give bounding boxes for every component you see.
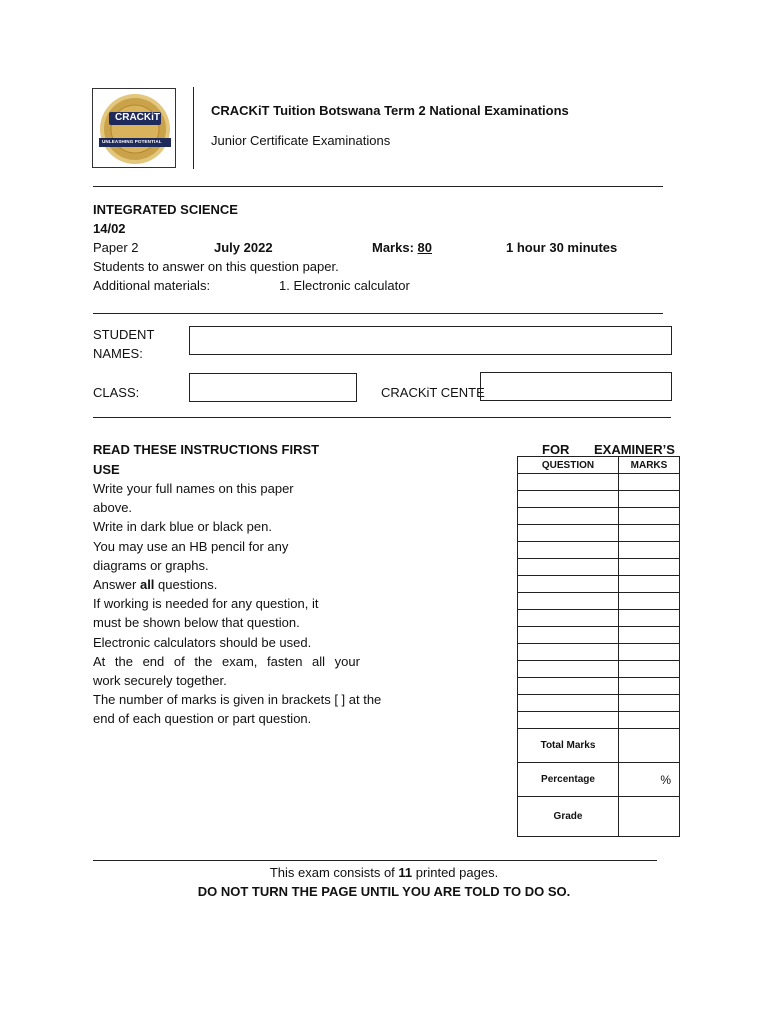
percentage-label: Percentage bbox=[518, 763, 619, 797]
table-row bbox=[518, 661, 680, 678]
instruction-line: The number of marks is given in brackets [ ] at the bbox=[93, 692, 382, 708]
divider-footer bbox=[93, 860, 657, 861]
question-cell[interactable] bbox=[518, 508, 619, 525]
paper-duration: 1 hour 30 minutes bbox=[506, 240, 618, 255]
marks-cell[interactable] bbox=[619, 695, 680, 712]
total-marks-cell[interactable] bbox=[619, 729, 680, 763]
question-cell[interactable] bbox=[518, 525, 619, 542]
divider-3 bbox=[93, 417, 671, 418]
do-not-turn-warning: DO NOT TURN THE PAGE UNTIL YOU ARE TOLD TO DO SO. bbox=[197, 884, 571, 899]
centre-field[interactable] bbox=[480, 372, 672, 401]
student-names-field[interactable] bbox=[189, 326, 672, 355]
question-cell[interactable] bbox=[518, 661, 619, 678]
percentage-row bbox=[518, 763, 680, 797]
question-cell[interactable] bbox=[518, 695, 619, 712]
header-divider bbox=[193, 87, 194, 169]
table-header-row bbox=[518, 457, 680, 474]
centre-label: CRACKiT CENTE bbox=[381, 385, 485, 400]
instructions-heading: READ THESE INSTRUCTIONS FIRST bbox=[93, 442, 320, 457]
logo-tagline: UNLEASHING POTENTIAL bbox=[102, 139, 162, 144]
table-row bbox=[518, 712, 680, 729]
col-question-header: QUESTION bbox=[518, 457, 619, 474]
marks-cell[interactable] bbox=[619, 559, 680, 576]
divider-1 bbox=[93, 186, 663, 187]
exam-title: CRACKiT Tuition Botswana Term 2 National Examinations bbox=[211, 103, 569, 118]
instruction-line bbox=[93, 575, 413, 594]
question-cell[interactable] bbox=[518, 610, 619, 627]
instruction-line: diagrams or graphs. bbox=[93, 557, 209, 573]
subject-name: INTEGRATED SCIENCE bbox=[93, 202, 238, 217]
question-cell[interactable] bbox=[518, 644, 619, 661]
additional-materials-value: 1. Electronic calculator bbox=[279, 278, 410, 293]
divider-2 bbox=[93, 313, 663, 314]
instruction-line: Electronic calculators should be used. bbox=[93, 634, 312, 650]
table-row bbox=[518, 576, 680, 593]
question-cell[interactable] bbox=[518, 712, 619, 729]
marks-cell[interactable] bbox=[619, 678, 680, 695]
table-row bbox=[518, 695, 680, 712]
grade-cell[interactable] bbox=[619, 797, 680, 837]
table-row bbox=[518, 508, 680, 525]
marks-cell[interactable] bbox=[619, 508, 680, 525]
marks-cell[interactable] bbox=[619, 542, 680, 559]
student-names-label-1: STUDENT bbox=[93, 327, 155, 342]
instructions-heading-cont: USE bbox=[93, 462, 120, 477]
paper-code: 14/02 bbox=[93, 221, 126, 236]
question-cell[interactable] bbox=[518, 576, 619, 593]
page-count-post: printed pages. bbox=[412, 865, 499, 880]
table-row bbox=[518, 491, 680, 508]
instructions-list bbox=[93, 479, 413, 729]
page-count-number: 11 bbox=[398, 865, 413, 880]
page-count-note bbox=[0, 865, 768, 880]
table-row bbox=[518, 525, 680, 542]
total-marks-label: Total Marks bbox=[518, 729, 619, 763]
instruction-line: If working is needed for any question, it bbox=[93, 596, 319, 612]
answer-all: all bbox=[139, 577, 155, 593]
marks-cell[interactable] bbox=[619, 712, 680, 729]
logo-brand-text: CRACKiT bbox=[115, 112, 160, 123]
question-cell[interactable] bbox=[518, 474, 619, 491]
marks-cell[interactable] bbox=[619, 576, 680, 593]
marks-cell[interactable] bbox=[619, 661, 680, 678]
additional-materials-label: Additional materials: bbox=[93, 278, 211, 293]
student-names-label-2: NAMES: bbox=[93, 346, 143, 361]
table-row bbox=[518, 610, 680, 627]
class-label: CLASS: bbox=[93, 385, 140, 400]
page-count-pre: This exam consists of bbox=[269, 865, 399, 880]
marks-cell[interactable] bbox=[619, 627, 680, 644]
col-marks-header: MARKS bbox=[619, 457, 680, 474]
marks-cell[interactable] bbox=[619, 610, 680, 627]
instruction-line: At the end of the exam, fasten all your bbox=[93, 653, 360, 669]
examiner-for-label: FOR bbox=[542, 442, 570, 457]
instruction-line: work securely together. bbox=[93, 673, 227, 689]
table-row bbox=[518, 474, 680, 491]
answer-pre: Answer bbox=[93, 577, 140, 593]
marks-cell[interactable] bbox=[619, 644, 680, 661]
question-cell[interactable] bbox=[518, 627, 619, 644]
logo-frame bbox=[92, 88, 176, 168]
instruction-line: Write in dark blue or black pen. bbox=[93, 519, 272, 535]
instruction-line: above. bbox=[93, 500, 133, 516]
question-cell[interactable] bbox=[518, 559, 619, 576]
table-row bbox=[518, 559, 680, 576]
table-row bbox=[518, 627, 680, 644]
table-row bbox=[518, 644, 680, 661]
grade-label: Grade bbox=[518, 797, 619, 837]
instruction-line: must be shown below that question. bbox=[93, 615, 300, 631]
exam-subtitle: Junior Certificate Examinations bbox=[211, 133, 391, 148]
marks-value: 80 bbox=[417, 240, 432, 255]
percentage-cell[interactable]: % bbox=[619, 763, 680, 797]
marks-cell[interactable] bbox=[619, 525, 680, 542]
table-row bbox=[518, 678, 680, 695]
examiner-marks-table bbox=[517, 456, 680, 837]
crackit-logo-icon bbox=[97, 92, 173, 166]
class-field[interactable] bbox=[189, 373, 357, 402]
marks-label: Marks: bbox=[372, 240, 418, 255]
instruction-line: You may use an HB pencil for any bbox=[93, 538, 289, 554]
grade-row bbox=[518, 797, 680, 837]
marks-info bbox=[372, 240, 432, 255]
examiner-label: EXAMINER’S bbox=[594, 442, 675, 457]
paper-date: July 2022 bbox=[214, 240, 273, 255]
answer-note: Students to answer on this question paper. bbox=[93, 259, 339, 274]
question-cell[interactable] bbox=[518, 593, 619, 610]
answer-post: questions. bbox=[154, 577, 218, 593]
paper-label: Paper 2 bbox=[93, 240, 139, 255]
total-marks-row bbox=[518, 729, 680, 763]
question-cell[interactable] bbox=[518, 542, 619, 559]
marks-cell[interactable] bbox=[619, 474, 680, 491]
table-row bbox=[518, 542, 680, 559]
question-cell[interactable] bbox=[518, 491, 619, 508]
instruction-line: Write your full names on this paper bbox=[93, 481, 294, 496]
instruction-line: end of each question or part question. bbox=[93, 711, 312, 727]
marks-cell[interactable] bbox=[619, 593, 680, 610]
question-cell[interactable] bbox=[518, 678, 619, 695]
marks-cell[interactable] bbox=[619, 491, 680, 508]
table-row bbox=[518, 593, 680, 610]
